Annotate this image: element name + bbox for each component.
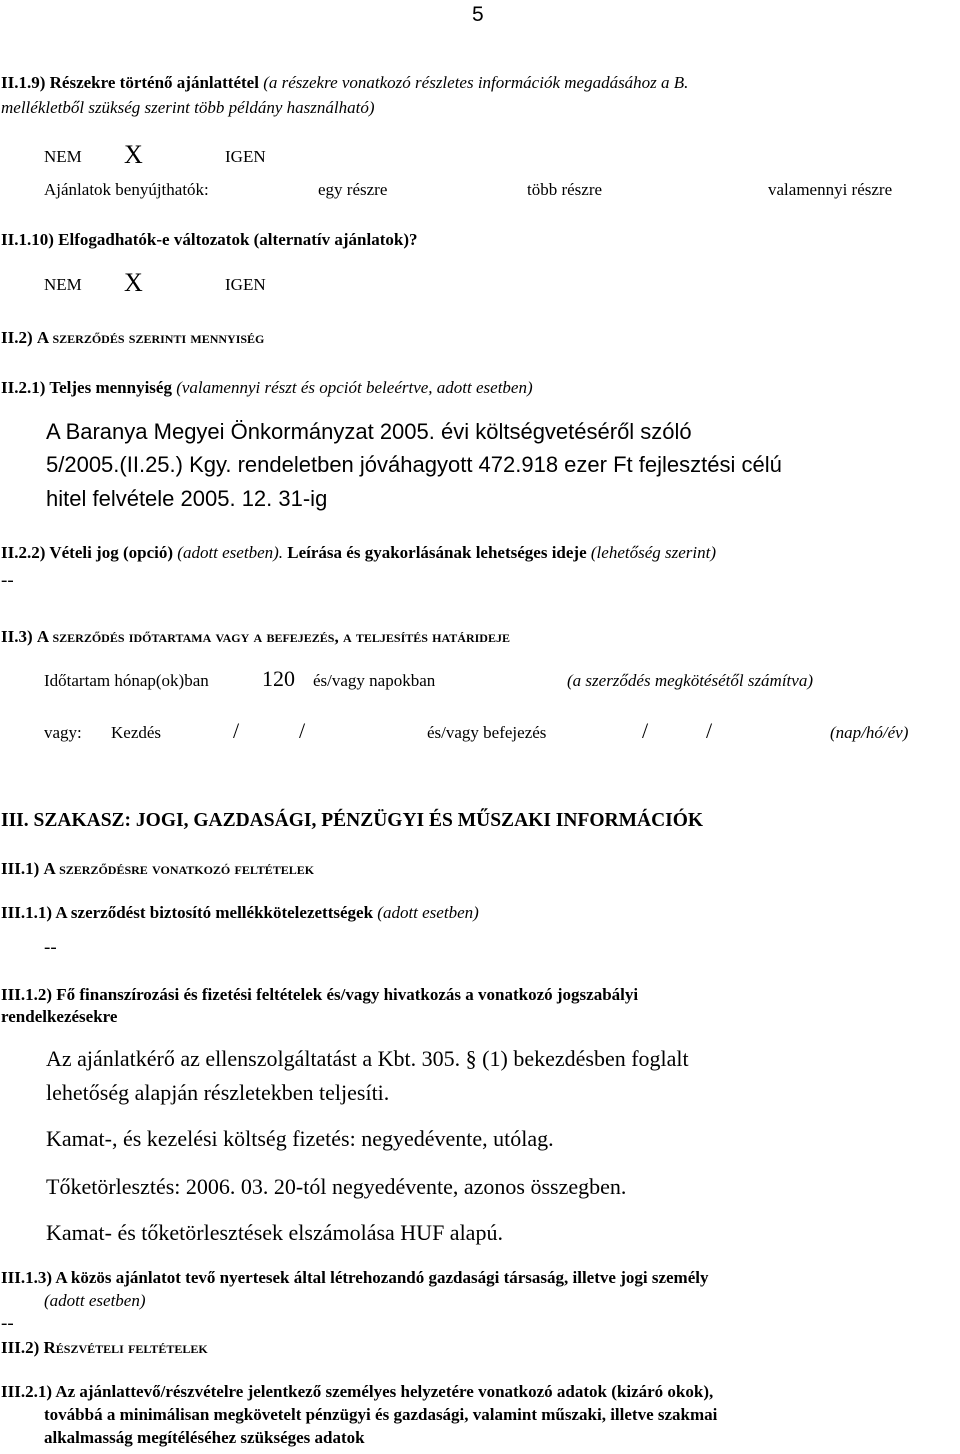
section-heading-iii-2-1: III.2.1) Az ajánlattevő/részvételre jelentkező személyes helyzetére vonatkozó adatok (kizáró okok), (1, 1382, 714, 1401)
section-title: Részekre történő ajánlattétel (49, 73, 259, 92)
section-heading-ii-2 (1, 328, 264, 348)
section-title: Részvételi feltételek (43, 1338, 208, 1357)
option-all-parts: valamennyi részre (768, 180, 893, 199)
section-note: (a részekre vonatkozó részletes információk megadásához a B. (263, 73, 689, 92)
section-note-continued: mellékletből szükség szerint több példány használható) (1, 98, 375, 117)
section-number: III.2) (1, 1338, 40, 1357)
section-title: II.2.1) Teljes mennyiség (1, 378, 172, 397)
section-number: II.3) (1, 627, 33, 646)
section-title: A szerződés szerinti mennyiség (36, 328, 265, 347)
section-note: (adott esetben) (44, 1291, 146, 1310)
end-label: és/vagy befejezés (427, 723, 547, 742)
page-number: 5 (472, 3, 484, 26)
date-slash: / (706, 718, 713, 743)
or-label: vagy: (44, 723, 82, 742)
section-note: (adott esetben). (177, 543, 284, 562)
financing-text-line: lehetőség alapján részletekben teljesíti. (46, 1080, 390, 1105)
nem-option: NEM (44, 275, 82, 294)
quantity-text-line: A Baranya Megyei Önkormányzat 2005. évi költségvetéséről szóló (46, 419, 692, 444)
option-one-part: egy részre (318, 180, 388, 199)
section-heading-iii-1-1 (1, 903, 479, 923)
section-number: II.2) (1, 328, 33, 347)
x-mark: X (124, 268, 143, 297)
joint-bid-value: -- (1, 1313, 14, 1334)
financing-text-line: Az ajánlatkérő az ellenszolgáltatást a Kbt. 305. § (1) bekezdésben foglalt (46, 1046, 689, 1071)
financing-text-line: Kamat- és tőketörlesztések elszámolása HUF alapú. (46, 1220, 503, 1245)
section-note: (adott esetben) (377, 903, 479, 922)
section-heading-iii-2-1-continued: továbbá a minimálisan megkövetelt pénzügyi és gazdasági, valamint műszaki, illetve szakmai (44, 1405, 718, 1424)
parts-label: Ajánlatok benyújthatók: (44, 180, 209, 199)
date-slash: / (642, 718, 649, 743)
quantity-text-line: 5/2005.(II.25.) Kgy. rendeletben jóváhagyott 472.918 ezer Ft fejlesztési célú (46, 452, 782, 477)
option-value: -- (1, 570, 14, 591)
financing-text-line: Kamat-, és kezelési költség fizetés: negyedévente, utólag. (46, 1126, 554, 1151)
part-heading-iii: III. SZAKASZ: JOGI, GAZDASÁGI, PÉNZÜGYI ÉS MŰSZAKI INFORMÁCIÓK (1, 810, 704, 831)
section-title: III.1.1) A szerződést biztosító mellékkötelezettségek (1, 903, 374, 922)
section-heading-iii-2-1-continued: alkalmasság megítéléséhez szükséges adatok (44, 1428, 365, 1447)
igen-option: IGEN (225, 275, 266, 294)
quantity-text-line: hitel felvétele 2005. 12. 31-ig (46, 486, 328, 511)
section-title-2: Leírása és gyakorlásának lehetséges ideje (287, 543, 587, 562)
section-heading-ii-2-2 (1, 543, 716, 563)
section-heading-iii-1-2-continued: rendelkezésekre (1, 1007, 118, 1026)
section-heading-ii-2-1 (1, 378, 533, 398)
section-heading-ii-1-9 (1, 73, 688, 93)
section-title: A szerződésre vonatkozó feltételek (43, 859, 315, 878)
nem-option: NEM (44, 147, 82, 166)
financing-text-line: Tőketörlesztés: 2006. 03. 20-tól negyedévente, azonos összegben. (46, 1174, 627, 1199)
days-label: és/vagy napokban (313, 671, 436, 690)
section-number: II.1.9) (1, 73, 46, 92)
section-number: III.1) (1, 859, 40, 878)
date-slash: / (299, 718, 306, 743)
section-heading-iii-2 (1, 1338, 208, 1358)
option-more-parts: több részre (527, 180, 603, 199)
x-mark: X (124, 140, 143, 169)
start-label: Kezdés (111, 723, 162, 742)
duration-label: Időtartam hónap(ok)ban (44, 671, 209, 690)
section-heading-iii-1 (1, 859, 314, 879)
duration-note: (a szerződés megkötésétől számítva) (567, 671, 813, 690)
igen-option: IGEN (225, 147, 266, 166)
duration-value: 120 (262, 666, 295, 691)
guarantee-value: -- (44, 937, 57, 958)
section-heading-iii-1-3: III.1.3) A közös ajánlatot tevő nyertesek által létrehozandó gazdasági társaság, illetve jogi személy (1, 1268, 709, 1287)
section-heading-ii-1-10: II.1.10) Elfogadhatók-e változatok (alternatív ajánlatok)? (1, 230, 418, 249)
section-note-2: (lehetőség szerint) (590, 543, 716, 562)
date-format: (nap/hó/év) (830, 723, 909, 742)
section-heading-iii-1-2: III.1.2) Fő finanszírozási és fizetési feltételek és/vagy hivatkozás a vonatkozó jogszabályi (1, 985, 639, 1004)
section-title: II.2.2) Vételi jog (opció) (1, 543, 174, 562)
section-heading-ii-3 (1, 627, 510, 647)
date-slash: / (233, 718, 240, 743)
section-title: A szerződés időtartama vagy a befejezés, a teljesítés határideje (36, 627, 510, 646)
section-note: (valamennyi részt és opciót beleértve, adott esetben) (176, 378, 533, 397)
